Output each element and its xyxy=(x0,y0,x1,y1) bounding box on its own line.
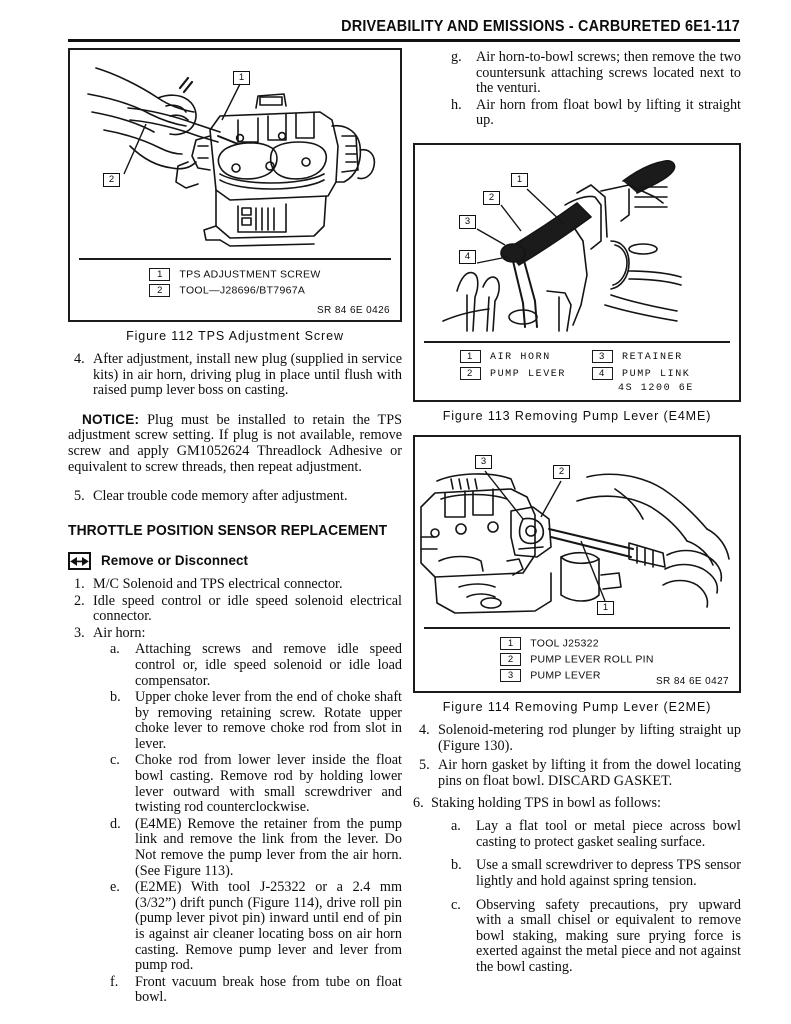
notice-block xyxy=(68,412,402,475)
list-marker: f. xyxy=(110,973,119,990)
left-column xyxy=(68,48,402,1006)
legend-label: PUMP LINK xyxy=(622,368,691,380)
list-item xyxy=(110,975,402,1006)
list-item xyxy=(110,880,402,974)
section-heading: THROTTLE POSITION SENSOR REPLACEMENT xyxy=(68,522,388,539)
legend-key: 2 xyxy=(460,367,481,380)
legend-label: AIR HORN xyxy=(489,352,551,364)
legend-key: 1 xyxy=(149,268,170,281)
legend-spacer xyxy=(566,365,592,381)
legend-label: PUMP LEVER ROLL PIN xyxy=(530,653,654,666)
left-procedure-list xyxy=(68,577,402,1006)
remove-or-disconnect-header xyxy=(68,552,402,570)
list-text: Front vacuum break hose from tube on float bowl. xyxy=(135,973,402,1006)
legend-key: 4 xyxy=(592,367,613,380)
list-text: Use a small screwdriver to depress TPS sensor lightly and hold against spring tension. xyxy=(476,857,741,889)
legend-key: 2 xyxy=(149,284,170,297)
list-text: Air horn-to-bowl screws; then remove the two countersunk attaching screws located next to the venturi. xyxy=(476,49,741,97)
list-item xyxy=(451,98,741,129)
figure-112-callout-2: 2 xyxy=(103,173,120,187)
left-steps-list xyxy=(68,352,402,399)
legend-key: 1 xyxy=(460,350,481,363)
legend-row xyxy=(460,365,694,381)
list-marker: a. xyxy=(110,641,120,658)
list-text: Choke rod from lower lever inside the float bowl casting. Remove rod by holding lower lever outward with small screwdriver and twisting rod counterclockwise. xyxy=(135,752,402,816)
list-item xyxy=(413,796,741,812)
list-marker: g. xyxy=(451,49,462,65)
legend-row xyxy=(460,349,694,365)
header-divider xyxy=(68,39,740,42)
list-item xyxy=(110,753,402,815)
list-text: Solenoid-metering rod plunger by lifting straight up (Figure 130). xyxy=(438,722,741,754)
list-marker: 5. xyxy=(419,757,430,774)
list-item xyxy=(68,626,402,642)
figure-114-box xyxy=(413,435,741,693)
list-item xyxy=(68,489,402,505)
legend-key: 3 xyxy=(592,350,613,363)
legend-row xyxy=(500,651,654,667)
legend-row xyxy=(149,266,320,282)
notice-label: NOTICE: xyxy=(82,411,140,427)
list-marker: a. xyxy=(451,818,461,835)
legend-row xyxy=(500,635,654,651)
figure-112-legend xyxy=(70,260,400,303)
figure-112-box xyxy=(68,48,402,322)
list-item xyxy=(451,819,741,850)
right-substeps-top xyxy=(413,50,741,129)
list-item xyxy=(110,690,402,752)
list-marker: c. xyxy=(451,896,461,913)
list-marker: 5. xyxy=(74,488,85,505)
figure-113-callout-1: 1 xyxy=(511,173,528,187)
figure-112-illustration xyxy=(70,50,400,258)
list-text: Air horn gasket by lifting it from the dowel locating pins on float bowl. DISCARD GASKET. xyxy=(438,757,741,790)
list-marker: 2. xyxy=(74,592,85,609)
list-text: Upper choke lever from the end of choke shaft by removing retaining screw. Rotate upper choke lever to remove choke rod from slot in lever. xyxy=(135,689,402,752)
legend-label: PUMP LEVER xyxy=(530,669,601,682)
figure-114-caption: Figure 114 Removing Pump Lever (E2ME) xyxy=(442,700,712,715)
figure-114-illustration xyxy=(415,437,739,627)
legend-key: 3 xyxy=(500,669,521,682)
figure-114-callout-1: 1 xyxy=(597,601,614,615)
figure-113-illustration xyxy=(415,145,739,341)
list-text: M/C Solenoid and TPS electrical connector. xyxy=(93,575,343,592)
list-item xyxy=(451,858,741,889)
figure-114-callout-2: 2 xyxy=(553,465,570,479)
figure-112-caption: Figure 112 TPS Adjustment Screw xyxy=(126,329,344,343)
legend-label: PUMP LEVER xyxy=(489,368,566,380)
list-marker: h. xyxy=(451,96,462,113)
list-text: Attaching screws and remove idle speed control or, idle speed solenoid or idle load compensator. xyxy=(135,641,402,689)
list-item xyxy=(68,352,402,399)
list-text: Idle speed control or idle speed solenoid electrical connector. xyxy=(93,592,402,625)
list-marker: 4. xyxy=(419,722,430,739)
list-marker: 6. xyxy=(413,794,424,811)
page-title: DRIVEABILITY AND EMISSIONS - CARBURETED 6E1-117 xyxy=(341,18,740,35)
figure-112-callout-1: 1 xyxy=(233,71,250,85)
list-text: Observing safety precautions, pry upward with a small chisel or equivalent to remove bowl staking, making sure prying force is exerted against the metal piece and not against the bowl casting. xyxy=(476,896,741,975)
list-marker: 3. xyxy=(74,624,85,641)
list-marker: e. xyxy=(110,879,120,896)
list-item xyxy=(110,642,402,689)
page-header xyxy=(68,18,740,36)
figure-113-source-code: 4S 1200 6E xyxy=(618,382,695,394)
list-marker: b. xyxy=(451,857,462,874)
list-text: Air horn from float bowl by lifting it straight up. xyxy=(476,96,741,129)
list-marker: c. xyxy=(110,752,120,769)
figure-113-legend xyxy=(415,343,739,400)
figure-113-callout-3: 3 xyxy=(459,215,476,229)
notice-text: Plug must be installed to retain the TPS adjustment screw setting. If plug is not available, remove screw and apply GM1052624 Threadlock Adhesive or equivalent to screw threads, then repeat adjustment. xyxy=(68,411,402,475)
legend-row xyxy=(460,381,694,395)
right-procedure-list xyxy=(413,723,741,975)
list-marker: 1. xyxy=(74,575,85,592)
legend-row xyxy=(149,282,320,298)
list-text: (E4ME) Remove the retainer from the pump link and remove the link from the lever. Do Not remove the pump lever from the air horn. (See Figure 113). xyxy=(135,815,402,879)
list-item xyxy=(110,817,402,879)
list-text: After adjustment, install new plug (supplied in service kits) in air horn, driving plug in place until flush with raised pump lever boss on casting. xyxy=(93,351,402,399)
list-item xyxy=(68,594,402,625)
figure-114-source-code: SR 84 6E 0427 xyxy=(655,676,729,688)
legend-label: TOOL J25322 xyxy=(530,637,599,650)
figure-112-source-code: SR 84 6E 0426 xyxy=(316,305,390,316)
list-item xyxy=(451,898,741,976)
figure-114-callout-3: 3 xyxy=(475,455,492,469)
list-text: Staking holding TPS in bowl as follows: xyxy=(431,794,661,811)
list-marker: d. xyxy=(110,815,121,832)
legend-key: 2 xyxy=(500,653,521,666)
list-text: Air horn: xyxy=(93,624,146,641)
legend-label: TOOL—J28696/BT7967A xyxy=(179,283,306,296)
figure-113-callout-4: 4 xyxy=(459,250,476,264)
list-marker: 4. xyxy=(74,351,85,367)
remove-or-disconnect-arrows-icon xyxy=(68,552,91,570)
list-text: Clear trouble code memory after adjustment. xyxy=(93,488,348,505)
remove-or-disconnect-label: Remove or Disconnect xyxy=(101,553,249,569)
list-item xyxy=(68,577,402,593)
legend-spacer xyxy=(566,349,592,365)
right-column xyxy=(413,50,741,976)
legend-label: RETAINER xyxy=(622,352,683,364)
list-text: Lay a flat tool or metal piece across bowl casting to protect gasket sealing surface. xyxy=(476,818,741,850)
legend-label: TPS ADJUSTMENT SCREW xyxy=(179,267,321,280)
list-marker: b. xyxy=(110,689,121,706)
figure-113-callout-2: 2 xyxy=(483,191,500,205)
list-text: (E2ME) With tool J-25322 or a 2.4 mm (3/32”) drift punch (Figure 114), drive roll pin (pump lever pivot pin) inward until end of pin is against air cleaner locating boss on air horn casting. Remove pump lever and lever from pump rod. xyxy=(135,879,402,974)
figure-113-caption: Figure 113 Removing Pump Lever (E4ME) xyxy=(442,409,712,424)
list-item xyxy=(413,758,741,789)
legend-key: 1 xyxy=(500,637,521,650)
figure-113-box xyxy=(413,143,741,402)
list-item xyxy=(451,50,741,97)
list-item xyxy=(413,723,741,754)
